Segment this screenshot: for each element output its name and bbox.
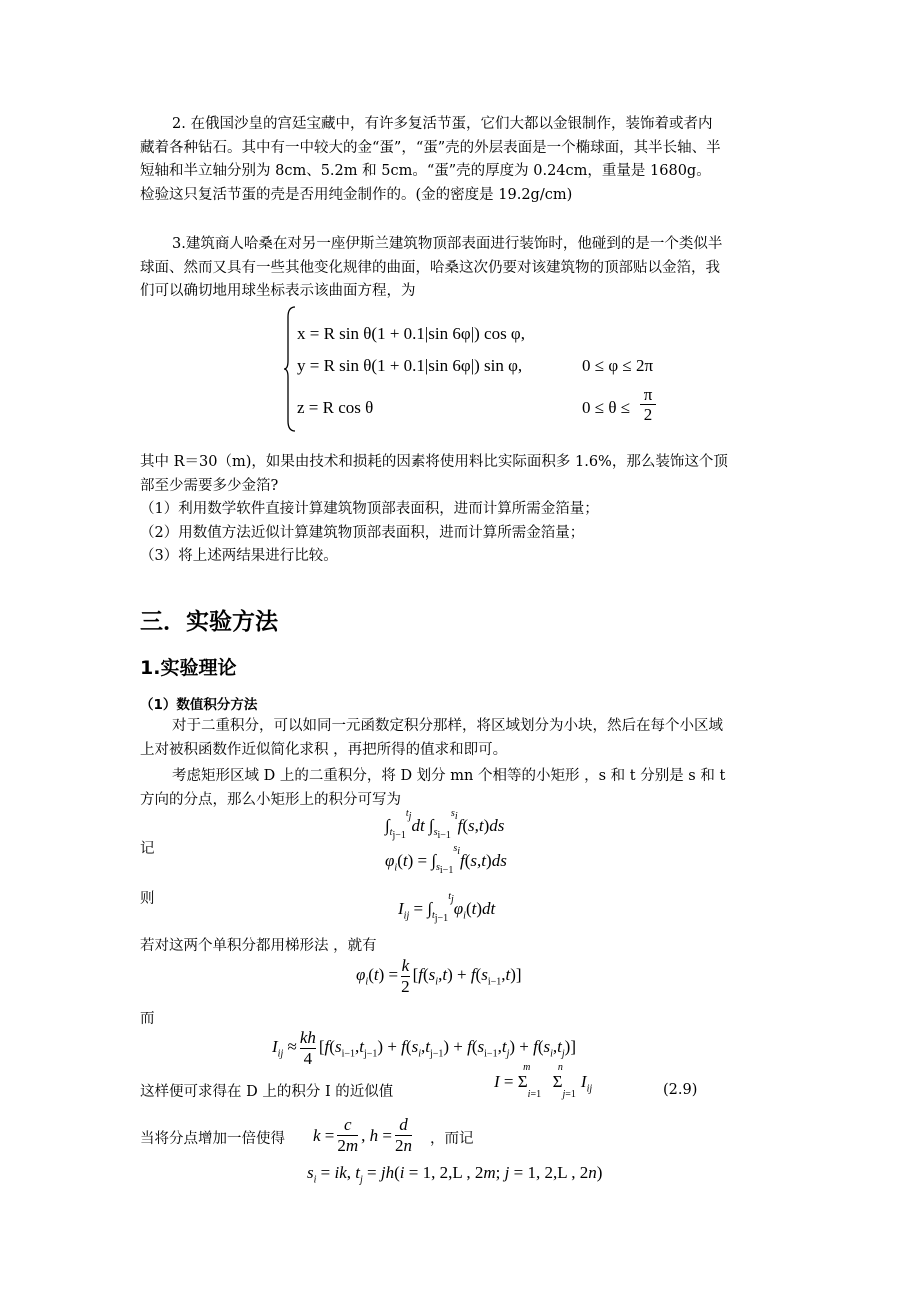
theory-p1-line-2: 上对被积函数作近似简化求积 ，再把所得的值求和即可。 (140, 741, 508, 758)
equation-y: y = R sin θ(1 + 0.1|sin 6φ|) sin φ, (297, 356, 523, 375)
problem-3 (140, 233, 790, 304)
section-title: 三．实验方法 (140, 609, 278, 635)
subsubsection-title: （1）数值积分方法 (140, 697, 258, 713)
left-brace-icon (283, 305, 297, 433)
equation-z: z = R cos θ (297, 398, 374, 417)
question-2: （2）用数值方法近似计算建筑物顶部表面积，进而计算所需金箔量； (140, 524, 585, 541)
problem-3-line-2: 球面、然而又具有一些其他变化规律的曲面，哈桑这次仍要对该建筑物的顶部贴以金箔，我 (140, 259, 720, 276)
problem-3-after-2: 部至少需要多少金箔? (140, 477, 279, 494)
label-approx: 这样便可求得在 D 上的积分 I 的近似值 (140, 1084, 394, 1100)
range-phi: 0 ≤ φ ≤ 2π (582, 356, 654, 375)
theory-p2-line-1: 考虑矩形区域 D 上的二重积分，将 D 划分 mn 个相等的小矩形 ，s 和 t 分别是 s 和 t (172, 768, 726, 784)
problem-3-line-1: 3.建筑商人哈桑在对另一座伊斯兰建筑物顶部表面进行装饰时，他碰到的是一个类似半 (172, 236, 723, 252)
label-ji: 记 (140, 841, 155, 857)
fraction-denominator: 2 (643, 405, 653, 424)
label-double: 当将分点增加一倍使得 (140, 1131, 285, 1147)
label-trap: 若对这两个单积分都用梯形法 ，就有 (140, 938, 377, 954)
formula-phi-def: $\varphi_i(t) = \int_{s_{i-1}}^{s_i}f(s,t)ds$ (385, 843, 507, 877)
formula-trapezoid-phi: $\varphi_i(t)$ = $\frac{k}{2}$ $[f(s_i,t) + f(s_{i-1},t)]$ (356, 956, 522, 996)
subsection-title: 1.实验理论 (140, 657, 237, 679)
problem-2-line-1: 2. 在俄国沙皇的宫廷宝藏中，有许多复活节蛋，它们大都以金银制作，装饰着或者内 (172, 116, 713, 132)
theory-paragraph-1 (140, 715, 790, 762)
problem-3-continued (140, 451, 790, 569)
range-theta: 0 ≤ θ ≤ (582, 398, 631, 417)
theory-paragraph-2 (140, 765, 790, 812)
formula-s-t: $s_i$ = ik, $t_j = jh(i = 1$, 2,L , 2m; j = 1, 2,L , 2n) (307, 1163, 603, 1186)
label-ze: 则 (140, 891, 155, 907)
equation-x: x = R sin θ(1 + 0.1|sin 6φ|) cos φ, (297, 324, 525, 343)
question-1: （1）利用数学软件直接计算建筑物顶部表面积，进而计算所需金箔量； (140, 501, 599, 517)
problem-3-after-1: 其中 R＝30（m)，如果由技术和损耗的因素将使用料比实际面积多 1.6%，那么装饰这个顶 (140, 454, 728, 470)
range-theta-fraction (640, 386, 656, 425)
problem-2-line-4: 检验这只复活节蛋的壳是否用纯金制作的。(金的密度是 19.2g/cm) (140, 186, 573, 203)
label-erji: ，而记 (430, 1131, 474, 1147)
problem-2-line-2: 藏着各种钻石。其中有一中较大的金“蛋”，“蛋”壳的外层表面是一个椭球面，其半长轴、半 (140, 139, 721, 156)
question-3: （3）将上述两结果进行比较。 (140, 548, 338, 564)
problem-3-line-3: 们可以确切地用球坐标表示该曲面方程，为 (140, 283, 416, 299)
theory-p2-line-2: 方向的分点，那么小矩形上的积分可写为 (140, 791, 401, 808)
equation-number: (2.9) (663, 1082, 698, 1098)
formula-double-integral: $\int_{t_{j-1}}^{t_j}dt$ $\int_{s_{i-1}}^{s_i}f(s,t)ds$ (385, 808, 505, 842)
problem-2 (140, 113, 790, 207)
formula-k-h: k = $\frac{c}{2m}$ , h = $\frac{d}{2n}$ (313, 1115, 413, 1155)
formula-I-sum: $I = \Sigma_{i=1}^m$ $\Sigma_{j=1}^nI_{ij}$ (494, 1062, 593, 1101)
formula-Iij-approx: $I_{ij}$ ≈ $\frac{kh}{4}$ $[f(s_{i-1},t_{j-1}) + f(s_i,t_{j-1}) + f(s_{i-1},t_j) + f(s_i,t_j)]$ (272, 1028, 576, 1068)
fraction-numerator: π (640, 386, 656, 405)
label-er: 而 (140, 1011, 155, 1027)
formula-Iij: $I_{ij} = \int_{t_{j-1}}^{t_j}\varphi_i(t)dt$ (398, 891, 496, 925)
problem-2-line-3: 短轴和半立轴分别为 8cm、5.2m 和 5cm。“蛋”壳的厚度为 0.24cm，重量是 1680g。 (140, 163, 711, 179)
theory-p1-line-1: 对于二重积分，可以如同一元函数定积分那样，将区域划分为小块，然后在每个小区域 (172, 718, 723, 734)
